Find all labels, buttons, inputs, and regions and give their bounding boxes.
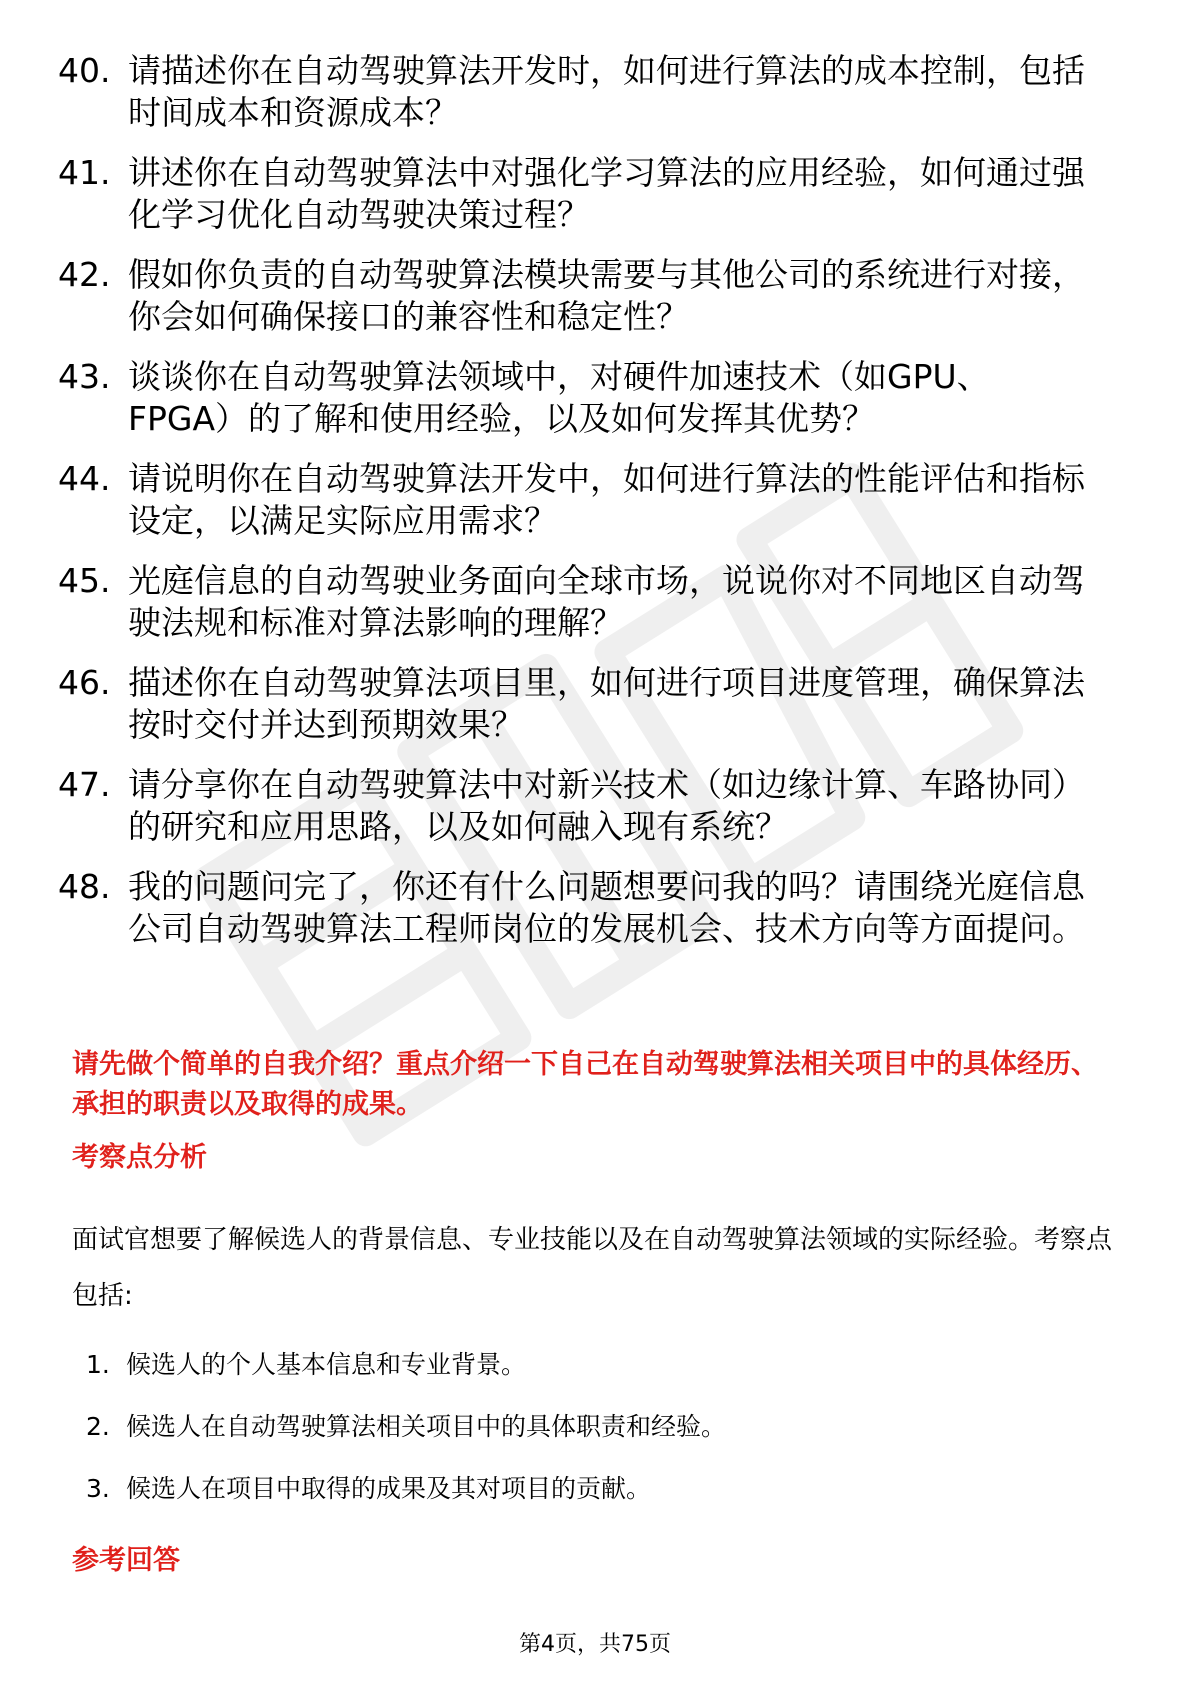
question-item <box>58 764 1128 848</box>
question-text: 光庭信息的自动驾驶业务面向全球市场，说说你对不同地区自动驾驶法规和标准对算法影响的理解？ <box>128 561 1085 642</box>
question-item <box>58 152 1128 236</box>
intro-question: 请先做个简单的自我介绍？重点介绍一下自己在自动驾驶算法相关项目中的具体经历、承担的职责以及取得的成果。 <box>72 1049 1098 1120</box>
point-text: 候选人在项目中取得的成果及其对项目的贡献。 <box>126 1474 652 1503</box>
question-item <box>58 560 1128 644</box>
question-item <box>58 458 1128 542</box>
analysis-points-list <box>86 1347 1086 1533</box>
question-text: 我的问题问完了，你还有什么问题想要问我的吗？请围绕光庭信息公司自动驾驶算法工程师岗位的发展机会、技术方向等方面提问。 <box>128 867 1085 948</box>
question-item <box>58 662 1128 746</box>
answer-heading: 参考回答 <box>72 1545 180 1576</box>
question-number: 40. <box>58 51 111 90</box>
question-text: 请说明你在自动驾驶算法开发中，如何进行算法的性能评估和指标设定，以满足实际应用需求？ <box>128 459 1085 540</box>
question-text: 请描述你在自动驾驶算法开发时，如何进行算法的成本控制，包括时间成本和资源成本？ <box>128 51 1085 132</box>
question-text: 假如你负责的自动驾驶算法模块需要与其他公司的系统进行对接，你会如何确保接口的兼容性和稳定性？ <box>128 255 1085 336</box>
question-number: 48. <box>58 867 111 906</box>
point-text: 候选人的个人基本信息和专业背景。 <box>126 1350 527 1379</box>
question-item <box>58 50 1128 134</box>
question-text: 讲述你在自动驾驶算法中对强化学习算法的应用经验，如何通过强化学习优化自动驾驶决策过程？ <box>128 153 1085 234</box>
analysis-point <box>86 1347 1086 1383</box>
question-number: 46. <box>58 663 111 702</box>
question-number: 43. <box>58 357 111 396</box>
question-text: 请分享你在自动驾驶算法中对新兴技术（如边缘计算、车路协同）的研究和应用思路，以及如何融入现有系统？ <box>128 765 1085 846</box>
analysis-point <box>86 1409 1086 1445</box>
question-item <box>58 254 1128 338</box>
question-list <box>58 50 1128 968</box>
point-number: 3. <box>86 1474 110 1503</box>
question-number: 45. <box>58 561 111 600</box>
point-text: 候选人在自动驾驶算法相关项目中的具体职责和经验。 <box>126 1412 727 1441</box>
question-text: 谈谈你在自动驾驶算法领域中，对硬件加速技术（如GPU、FPGA）的了解和使用经验，以及如何发挥其优势？ <box>128 357 990 438</box>
analysis-paragraph: 面试官想要了解候选人的背景信息、专业技能以及在自动驾驶算法领域的实际经验。考察点包括: <box>72 1225 1113 1311</box>
question-item <box>58 866 1128 950</box>
analysis-point <box>86 1471 1086 1507</box>
point-number: 2. <box>86 1412 110 1441</box>
question-number: 41. <box>58 153 111 192</box>
question-number: 44. <box>58 459 111 498</box>
analysis-heading: 考察点分析 <box>72 1142 207 1173</box>
question-number: 42. <box>58 255 111 294</box>
question-number: 47. <box>58 765 111 804</box>
point-number: 1. <box>86 1350 110 1379</box>
page-footer: 第4页，共75页 <box>519 1632 671 1657</box>
question-item <box>58 356 1128 440</box>
question-text: 描述你在自动驾驶算法项目里，如何进行项目进度管理，确保算法按时交付并达到预期效果？ <box>128 663 1085 744</box>
